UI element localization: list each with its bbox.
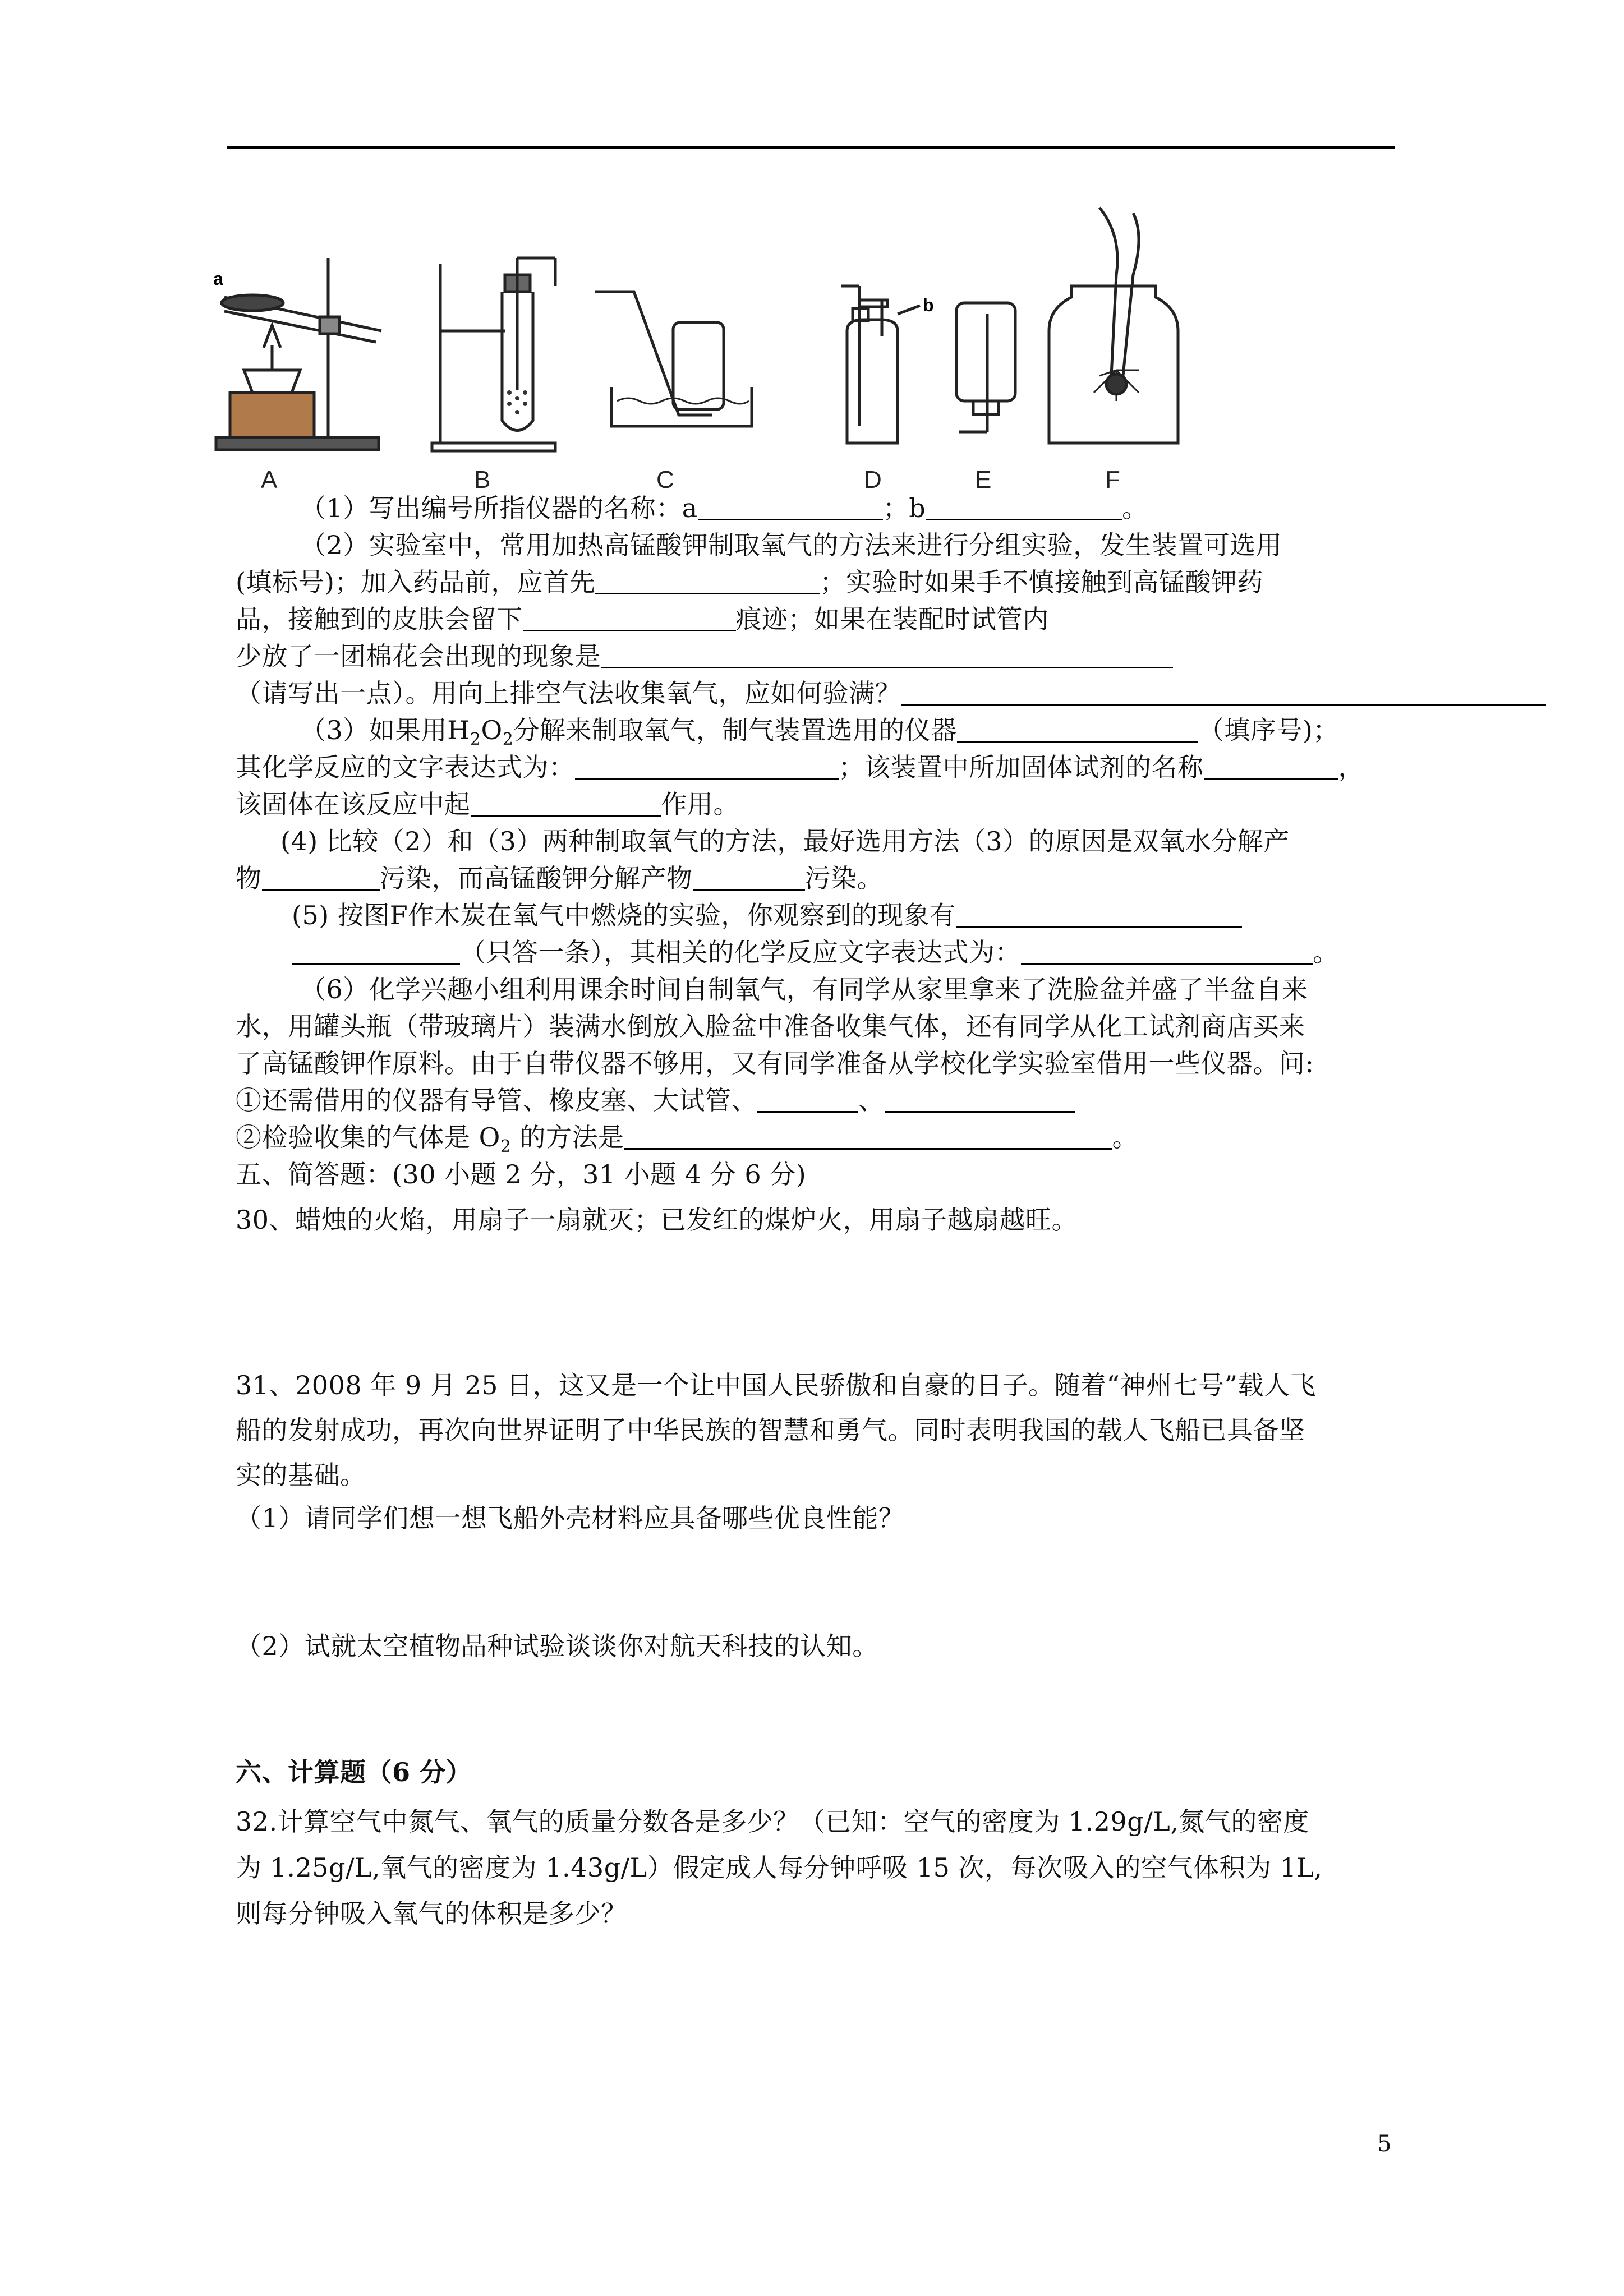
q5-line2: （只答一条），其相关的化学反应文字表达式为： 。 — [292, 935, 1339, 969]
q3-blank-role[interactable] — [471, 792, 661, 817]
q6-blank-test[interactable] — [624, 1126, 1112, 1150]
label-d: D — [864, 466, 882, 494]
label-f: F — [1105, 466, 1120, 494]
q3-line2: 其化学反应的文字表达式为： ；该装置中所加固体试剂的名称 ， — [236, 752, 1364, 782]
q6-line4: ①还需借用的仪器有导管、橡皮塞、大试管、 、 — [236, 1084, 1075, 1117]
header-rule — [227, 146, 1395, 149]
q32-line3: 则每分钟吸入氧气的体积是多少？ — [236, 1898, 627, 1929]
apparatus-c — [595, 292, 752, 426]
q2-blank-verify[interactable] — [901, 681, 1546, 706]
q3-line1: （3）如果用$H_2O_2$分解来制取氧气，制气装置选用的仪器 （填序号)； — [300, 715, 1339, 750]
q2-line2: (填标号)；加入药品前，应首先 ；实验时如果手不慎接触到高锰酸钾药 — [236, 567, 1263, 597]
q3-blank-apparatus[interactable] — [957, 718, 1198, 743]
q3-blank-equation[interactable] — [575, 755, 839, 780]
section5-title: 五、简答题：(30 小题 2 分，31 小题 4 分 6 分) — [236, 1159, 807, 1190]
q5-line1: (5) 按图F作木炭在氧气中燃烧的实验，你观察到的现象有 — [292, 898, 1242, 932]
q31-line2: 船的发射成功，再次向世界证明了中华民族的智慧和勇气。同时表明我国的载人飞船已具备坚 — [236, 1415, 1305, 1445]
page-number: 5 — [1377, 2131, 1392, 2157]
q1-blank-b[interactable] — [926, 496, 1122, 520]
q31-part2: （2）试就太空植物品种试验谈谈你对航天科技的认知。 — [236, 1631, 878, 1661]
section6-title: 六、计算题（6 分） — [236, 1757, 472, 1787]
q32-line1: 32.计算空气中氮气、氧气的质量分数各是多少？（已知：空气的密度为 1.29g/L,氮气的密度 — [236, 1806, 1309, 1837]
q6-line3: 了高锰酸钾作原料。由于自带仪器不够用，又有同学准备从学校化学实验室借用一些仪器。问: — [236, 1048, 1314, 1078]
q1-line: （1）写出编号所指仪器的名称：a ；b 。 — [300, 493, 1148, 523]
q1-blank-a[interactable] — [698, 496, 883, 520]
apparatus-drawing — [191, 202, 1290, 494]
q2-line3: 品，接触到的皮肤会留下 痕迹；如果在装配时试管内 — [236, 604, 1049, 634]
q6-blank-1[interactable] — [757, 1089, 858, 1113]
q2-blank-stain[interactable] — [523, 607, 736, 631]
q5-blank-equation[interactable] — [1021, 940, 1313, 965]
q4-blank-1[interactable] — [262, 866, 380, 891]
apparatus-figure — [191, 202, 1290, 494]
q32-line2: 为 1.25g/L,氧气的密度为 1.43g/L）假定成人每分钟呼吸 15 次，每次吸入的空气体积为 1L, — [236, 1852, 1323, 1883]
q2-blank-phenomenon[interactable] — [601, 644, 1173, 668]
q5-blank-observe-cont[interactable] — [292, 940, 460, 965]
q2-line1: （2）实验室中，常用加热高锰酸钾制取氧气的方法来进行分组实验，发生装置可选用 — [300, 530, 1282, 560]
q30-text: 30、蜡烛的火焰，用扇子一扇就灭；已发红的煤炉火，用扇子越扇越旺。 — [236, 1205, 1078, 1235]
pointer-a: a — [213, 269, 223, 289]
apparatus-f — [1049, 208, 1178, 443]
q4-blank-2[interactable] — [693, 866, 805, 891]
q31-line1: 31、2008 年 9 月 25 日，这又是一个让中国人民骄傲和自豪的日子。随着“神州七号”载人飞 — [236, 1370, 1317, 1400]
apparatus-a — [216, 258, 381, 450]
pointer-b: b — [923, 295, 934, 315]
q3-blank-solid[interactable] — [1204, 755, 1338, 780]
q6-line5: ②检验收集的气体是 $O_2$ 的方法是 。 — [236, 1122, 1139, 1157]
q4-line2: 物 污染，而高锰酸钾分解产物 污染。 — [236, 863, 883, 893]
q31-part1: （1）请同学们想一想飞船外壳材料应具备哪些优良性能？ — [236, 1503, 905, 1533]
label-c: C — [656, 466, 674, 494]
apparatus-d — [841, 286, 920, 443]
q6-line1: （6）化学兴趣小组利用课余时间自制氧气，有同学从家里拿来了洗脸盆并盛了半盆自来 — [300, 974, 1308, 1004]
label-a: A — [261, 466, 278, 494]
q6-line2: 水，用罐头瓶（带玻璃片）装满水倒放入脸盆中准备收集气体，还有同学从化工试剂商店买来 — [236, 1011, 1305, 1041]
q2-blank-check[interactable] — [595, 570, 820, 594]
q5-blank-observe[interactable] — [956, 903, 1242, 928]
label-b: B — [474, 466, 491, 494]
apparatus-b — [432, 258, 555, 451]
q31-line3: 实的基础。 — [236, 1460, 366, 1490]
label-e: E — [975, 466, 992, 494]
q2-line4: 少放了一团棉花会出现的现象是 — [236, 639, 1173, 673]
q3-line3: 该固体在该反应中起 作用。 — [236, 789, 739, 819]
apparatus-e — [956, 303, 1015, 432]
q2-line5: （请写出一点）。用向上排空气法收集氧气，应如何验满？ — [236, 676, 1546, 710]
q6-blank-2[interactable] — [885, 1089, 1075, 1113]
q4-line1: (4) 比较（2）和（3）两种制取氧气的方法，最好选用方法（3）的原因是双氧水分解产 — [280, 826, 1290, 856]
